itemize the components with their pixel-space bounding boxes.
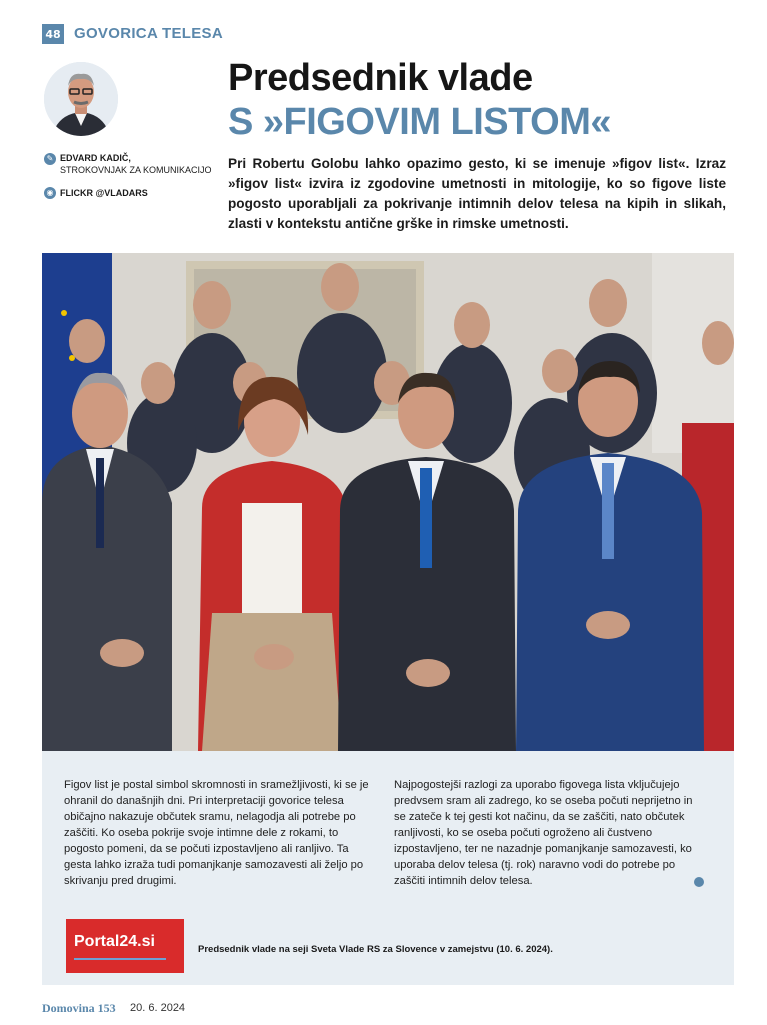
end-mark bbox=[694, 877, 704, 887]
logo-underline bbox=[74, 958, 166, 960]
camera-icon: ◉ bbox=[44, 187, 56, 199]
article-lead: Pri Robertu Golobu lahko opazimo gesto, ki se imenuje »figov list«. Izraz »figov list« izvira iz zgodovine umetnosti in mitologije, ko so figove liste pogosto uporabljali za pokrivanje intimnih delov telesa na kipih in slikah, zlasti v kontekstu antične grške in rimske umetnosti. bbox=[228, 156, 726, 231]
article-title-accent: S »FIGOVIM LISTOM« bbox=[228, 101, 612, 143]
footer-date: 20. 6. 2024 bbox=[130, 1002, 186, 1014]
photo-caption: Predsednik vlade na seji Sveta Vlade RS za Slovence v zamejstvu (10. 6. 2024). bbox=[198, 944, 553, 955]
article-title: Predsednik vlade bbox=[228, 57, 533, 99]
author-avatar bbox=[44, 62, 118, 136]
photo-credit-text: FLICKR @VLADARS bbox=[60, 188, 148, 198]
article-body-panel bbox=[42, 751, 734, 985]
page-number: 48 bbox=[42, 24, 64, 44]
author-name: EDVARD KADIČ, bbox=[60, 153, 131, 163]
pen-icon: ✎ bbox=[44, 153, 56, 165]
article-photo bbox=[42, 253, 734, 751]
author-role: STROKOVNJAK ZA KOMUNIKACIJO bbox=[60, 165, 212, 175]
body-column-2: Najpogostejši razlogi za uporabo figovega lista vključujejo predvsem sram ali zadrego, ko se oseba počuti neprijetno in se zateče k tej gesti kot načinu, da se zaščiti, nato občutek ranljivosti, ko se oseba počuti ogroženo ali čustveno izpostavljeno, ter ne nazadnje pomanjkanje samozavesti, ko uporaba delov telesa (tj. rok) naravno vodi do potrebe po zaščiti intimnih delov telesa. bbox=[394, 779, 693, 887]
body-column-1: Figov list je postal simbol skromnosti in sramežljivosti, ki se je ohranil do današnjih dni. Pri interpretaciji govorice telesa običajno nakazuje občutek sramu, nelagodja ali potrebe po zaščiti. Ko oseba pokrije svoje intimne dele z rokami, to pogosto pomeni, da se počuti izpostavljeno ali ranljivo. Ta gesta lahko izraža tudi pomanjkanje samozavesti ali željo po skrivanju pred drugimi. bbox=[64, 779, 369, 887]
footer-brand: Domovina 153 bbox=[42, 1001, 116, 1015]
source-logo-text: Portal24.si bbox=[74, 933, 155, 950]
section-title: GOVORICA TELESA bbox=[74, 25, 223, 42]
source-logo bbox=[66, 919, 184, 973]
